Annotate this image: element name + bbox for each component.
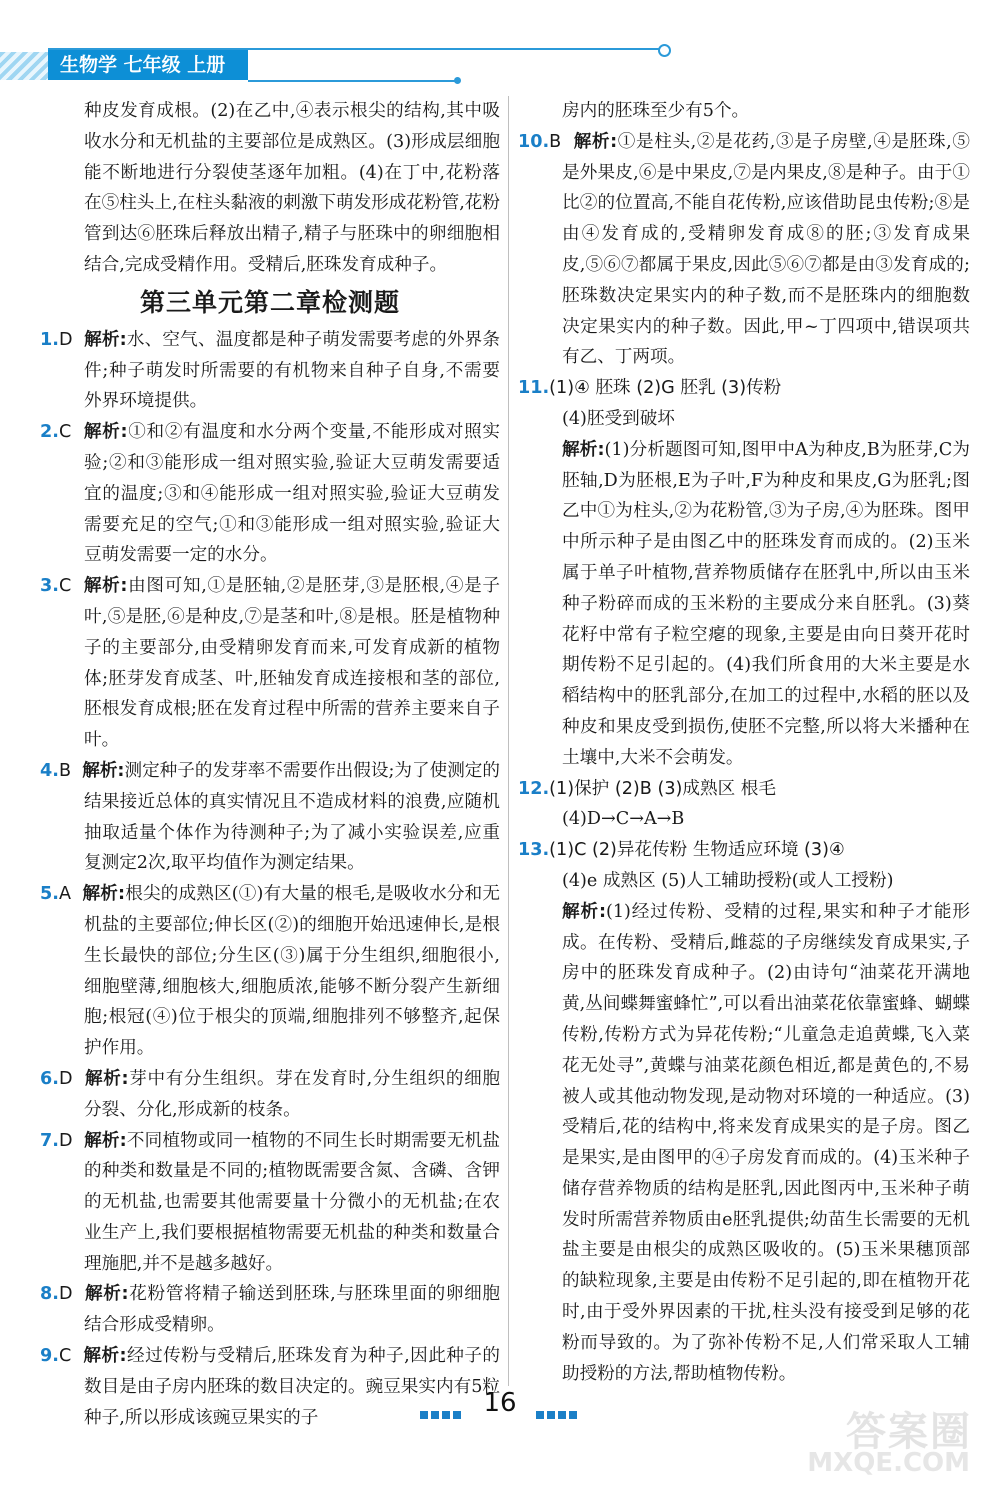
answer-item-11 bbox=[518, 373, 970, 404]
item-number: 2. bbox=[40, 422, 59, 443]
item-text: 芽中有分生组织。芽在发育时,分生组织的细胞分裂、分化,形成新的枝条。 bbox=[84, 1068, 500, 1120]
item-number: 3. bbox=[40, 576, 59, 597]
watermark-logo: 答案圈 bbox=[846, 1409, 972, 1455]
item-text: 根尖的成熟区(①)有大量的根毛,是吸收水分和无机盐的主要部位;伸长区(②)的细胞开始迅速伸长,是根生长最快的部位;分生区(③)属于分生组织,细胞很小,细胞壁薄,细胞核大,细胞质浓,能够不断分裂产生新细胞;根冠(④)位于根尖的顶端,细胞排列不够整齐,起保护作用。 bbox=[84, 884, 501, 1059]
item-answer: C bbox=[58, 576, 72, 597]
watermark-url: MXQE.COM bbox=[807, 1448, 970, 1478]
item-explanation bbox=[518, 897, 970, 1390]
page-header bbox=[0, 44, 1000, 88]
header-dot-icon bbox=[658, 44, 671, 57]
item-label: 解析: bbox=[83, 576, 128, 597]
header-rule-lower bbox=[248, 80, 458, 82]
item-answer: C bbox=[58, 422, 72, 443]
item-text: (1)分析题图可知,图甲中A为种皮,B为胚芽,C为胚轴,D为胚根,E为子叶,F为种皮和果皮,G为胚乳;图乙中①为柱头,②为花粉管,③为子房,④为胚珠。图甲中所示种子是由图乙中的胚珠发育而成的。(2)玉米属于单子叶植物,营养物质储存在胚乳中,所以由玉米种子粉碎而成的玉米粉的主要成分来自胚乳。(3)葵花籽中常有子粒空瘪的现象,主要是由向日葵开花时期传粉不足引起的。(4)我们所食用的大米主要是水稻结构中的胚乳部分,在加工的过程中,水稻的胚以及种皮和果皮受到损伤,使胚不完整,所以将大米播种在土壤中,大米不会萌发。 bbox=[562, 439, 970, 768]
answer-item-4 bbox=[40, 756, 500, 879]
right-column bbox=[518, 96, 970, 1389]
answer-item-6 bbox=[40, 1064, 500, 1126]
item-number: 7. bbox=[40, 1130, 59, 1151]
answer-item-7 bbox=[40, 1126, 500, 1280]
item-number: 6. bbox=[40, 1068, 59, 1089]
item-number: 10. bbox=[518, 131, 550, 152]
answer-item-13 bbox=[518, 835, 970, 866]
item-label: 解析: bbox=[562, 439, 605, 460]
item-text: 花粉管将精子输送到胚珠,与胚珠里面的卵细胞结合形成受精卵。 bbox=[84, 1284, 500, 1336]
item-label: 解析: bbox=[85, 1284, 129, 1305]
answer-item-8 bbox=[40, 1279, 500, 1341]
item-answer: D bbox=[58, 1130, 73, 1151]
item-label: 解析: bbox=[82, 884, 126, 905]
item-text: (1)经过传粉、受精的过程,果实和种子才能形成。在传粉、受精后,雌蕊的子房继续发育成果实,子房中的胚珠发育成种子。(2)由诗句“油菜花开满地黄,丛间蝶舞蜜蜂忙”,可以看出油菜花依靠蜜蜂、蝴蝶传粉,传粉方式为异花传粉;“儿童急走追黄蝶,飞入菜花无处寻”,黄蝶与油菜花颜色相近,都是黄色的,不易被人或其他动物发现,是动物对环境的一种适应。(3)受精后,花的结构中,将来发育成果实的是子房。图乙是果实,是由图甲的④子房发育而成的。(4)玉米种子储存营养物质的结构是胚乳,因此图丙中,玉米种子萌发时所需营养物质由e胚乳提供;幼苗生长需要的无机盐主要是由根尖的成熟区吸收的。(5)玉米果穗顶部的缺粒现象,主要是由传粉不足引起的,即在植物开花时,由于受外界因素的干扰,柱头没有接受到足够的花粉而导致的。为了弥补传粉不足,人们常采取人工辅助授粉的方法,帮助植物传粉。 bbox=[562, 901, 970, 1384]
continued-text: 种皮发育成根。(2)在乙中,④表示根尖的结构,其中吸收水分和无机盐的主要部位是成熟区。(3)形成层细胞能不断地进行分裂使茎逐年加粗。(4)在丁中,花粉落在⑤柱头上,在柱头黏液的刺激下萌发形成花粉管,花粉管到达⑥胚珠后释放出精子,精子与胚珠中的卵细胞相结合,完成受精作用。受精后,胚珠发育成种子。 bbox=[84, 101, 500, 275]
item-text: ①是柱头,②是花药,③是子房壁,④是胚珠,⑤是外果皮,⑥是中果皮,⑦是内果皮,⑧是种子。由于①比②的位置高,不能自花传粉,应该借助昆虫传粉;⑧是由④发育成的,受精卵发育成⑧的胚;③发育成果皮,⑤⑥⑦都属于果皮,因此⑤⑥⑦都是由③发育成的;胚珠数决定果实内的种子数,而不是胚珠内的细胞数决定果实内的种子数。因此,甲~丁四项中,错误项共有乙、丁两项。 bbox=[562, 131, 970, 368]
item-answer-line: (1)保护 (2)B (3)成熟区 根毛 bbox=[549, 778, 776, 799]
item-label: 解析: bbox=[562, 901, 606, 922]
item-number: 9. bbox=[40, 1346, 59, 1367]
item-label: 解析: bbox=[84, 329, 127, 350]
item-number: 12. bbox=[518, 778, 550, 799]
answer-item-2 bbox=[40, 417, 500, 571]
item-text: 测定种子的发芽率不需要作出假设;为了使测定的结果接近总体的真实情况且不造成材料的浪费,应随机抽取适量个体作为待测种子;为了减小实验误差,应重复测定2次,取平均值作为测定结果。 bbox=[84, 760, 500, 874]
item-number: 11. bbox=[518, 378, 550, 399]
item-explanation bbox=[518, 435, 970, 774]
item-label: 解析: bbox=[573, 131, 618, 152]
item-answer: B bbox=[549, 131, 562, 152]
item-answer-line: (1)C (2)异花传粉 生物适应环境 (3)④ bbox=[549, 840, 845, 861]
item-text: 水、空气、温度都是种子萌发需要考虑的外界条件;种子萌发时所需要的有机物来自种子自身,不需要外界环境提供。 bbox=[84, 329, 500, 412]
answer-item-10 bbox=[518, 127, 970, 373]
item-label: 解析: bbox=[85, 1068, 129, 1089]
book-title: 生物学 七年级 上册 bbox=[48, 50, 248, 80]
answer-item-3 bbox=[40, 571, 500, 756]
item-label: 解析: bbox=[84, 1130, 127, 1151]
footer-decor-left-icon bbox=[420, 1404, 464, 1412]
answer-item-1 bbox=[40, 325, 500, 417]
item-answer: D bbox=[58, 1284, 73, 1305]
section-title: 第三单元第二章检测题 bbox=[139, 287, 400, 317]
item-text: ①和②有温度和水分两个变量,不能形成对照实验;②和③能形成一组对照实验,验证大豆萌发需要适宜的温度;③和④能形成一组对照实验,验证大豆萌发需要充足的空气;①和③能形成一组对照实验,验证大豆萌发需要一定的水分。 bbox=[84, 422, 500, 566]
item-number: 1. bbox=[40, 329, 59, 350]
item-answer: C bbox=[58, 1346, 72, 1367]
left-column bbox=[40, 96, 500, 1433]
continued-text: 房内的胚珠至少有5个。 bbox=[562, 101, 750, 121]
answer-item-12 bbox=[518, 774, 970, 805]
item-label: 解析: bbox=[82, 760, 125, 781]
item-answer: D bbox=[58, 329, 73, 350]
page-number: 16 bbox=[483, 1388, 517, 1418]
item-answer-line: (1)④ 胚珠 (2)G 胚乳 (3)传粉 bbox=[549, 378, 782, 399]
column-divider bbox=[508, 96, 509, 1386]
item-answer: A bbox=[58, 884, 71, 905]
item-answer: B bbox=[58, 760, 72, 781]
item-number: 4. bbox=[40, 760, 59, 781]
header-dot-small-icon bbox=[454, 77, 461, 84]
item-answer-line: (4)胚受到破坏 bbox=[562, 408, 675, 429]
item-label: 解析: bbox=[83, 422, 128, 443]
item-number: 8. bbox=[40, 1284, 59, 1305]
answer-item-5 bbox=[40, 879, 500, 1064]
item-text: 经过传粉与受精后,胚珠发育为种子,因此种子的数目是由子房内胚珠的数目决定的。豌豆果实内有5粒种子,所以形成该豌豆果实的子 bbox=[84, 1346, 501, 1428]
item-number: 13. bbox=[518, 840, 550, 861]
item-text: 由图可知,①是胚轴,②是胚芽,③是胚根,④是子叶,⑤是胚,⑥是种皮,⑦是茎和叶,⑧是根。胚是植物种子的主要部分,由受精卵发育而来,可发育成新的植物体;胚芽发育成茎、叶,胚轴发育成连接根和茎的部位,胚根发育成根;胚在发育过程中所需的营养主要来自子叶。 bbox=[84, 576, 500, 751]
item-answer-line: (4)D→C→A→B bbox=[562, 809, 685, 830]
item-text: 不同植物或同一植物的不同生长时期需要无机盐的种类和数量是不同的;植物既需要含氮、含磷、含钾的无机盐,也需要其他需要量十分微小的无机盐;在农业生产上,我们要根据植物需要无机盐的种类和数量合理施肥,并不是越多越好。 bbox=[84, 1130, 500, 1274]
item-answer-line: (4)e 成熟区 (5)人工辅助授粉(或人工授粉) bbox=[562, 870, 894, 891]
footer-decor-right-icon bbox=[536, 1404, 580, 1412]
item-answer: D bbox=[58, 1068, 73, 1089]
item-number: 5. bbox=[40, 884, 59, 905]
item-label: 解析: bbox=[83, 1346, 127, 1367]
